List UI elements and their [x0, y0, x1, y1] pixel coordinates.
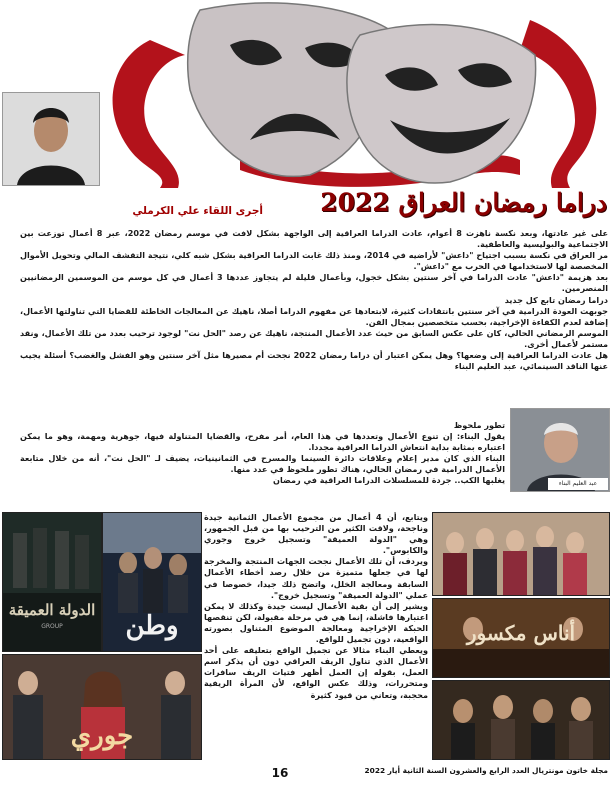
poster-jouri: [2, 654, 202, 760]
page-title: دراما رمضان العراق 2022: [320, 188, 607, 217]
poster-deep-state: [2, 512, 102, 652]
poster-title: جوري: [70, 721, 134, 751]
author-portrait: [2, 92, 100, 186]
subheading: دراما رمضان تابع كل جديد: [504, 294, 608, 305]
poster-broken-people: [432, 598, 610, 678]
poster-drama-scene: [432, 680, 610, 760]
poster-cast-group: [432, 512, 610, 596]
poster-title: وطن: [125, 611, 179, 641]
paragraph: يقول البناء: إن تنوع الأعمال وتعددها في هذا العام، أمر مفرح، والقضايا المتناولة فيها، جوهرية ومهمة، وهو ما يمكن اعتباره بمثابة بداية انتعاش الدراما العراقية مجددا.: [20, 431, 505, 453]
paragraph: هل عادت الدراما العراقية إلى وضعها؟ وهل يمكن اعتبار أن دراما رمضان 2022 نجحت أم مصيرها مثل آخر سنتين وهو الفشل والغضب؟ أسئلة يجيب عنها الناقد السينمائي، عبد العليم البناء: [20, 350, 609, 372]
poster-title: أناس مكسور: [466, 621, 576, 645]
subheading: تطور ملحوظ: [453, 420, 505, 430]
page-number: 16: [271, 766, 289, 780]
paragraph: يغلبها الكب.. جردة للمسلسلات الدراما العراقية في رمضان: [273, 475, 505, 486]
article-body: [20, 228, 608, 408]
paragraph: ويتابع، أن 4 أعمال من مجموع الأعمال الثمانية جيدة وناجحة، ولاقت الكثير من الترحيب بها من قبل الجمهور، وهي "الدولة العميقة" وتسجيل خروج وجوري والكابوس".: [204, 512, 428, 556]
magazine-footer: مجلة خاتون مونتريال العدد الرابع والعشرون السنة الثانية أيار 2022: [364, 766, 608, 775]
paragraph: البناء الذي كان مدير إعلام وعلاقات دائرة السينما والمسرح في الثمانينيات، يضيف لـ "الحل نت"، أنه من خلال متابعة الأعمال الدرامية في رمضان الحالي، هناك تطور ملحوظ في عدد منها.: [20, 453, 505, 475]
poster-watan: [102, 512, 202, 652]
paragraph: بعد هزيمة "داعش" عادت الدراما في آخر سنتين بشكل خجول، وبأعمال قليلة لم يتجاوز عددها 3 أعمال في كل موسم من الموسمين الرمضانيين المنصرمين.: [20, 272, 608, 294]
interviewee-caption: عبد العليم البناء: [548, 478, 608, 490]
poster-studio: GROUP: [41, 623, 63, 630]
article-column: [204, 512, 428, 756]
byline: أجرى اللقاء علي الكرملي: [132, 205, 263, 217]
paragraph: جوبهت العودة الدرامية في آخر سنتين بانتقادات كثيرة، لابتعادها عن مفهوم الدراما أصلا، ناهيك عن المعالجات الخاطئة للقضايا التي تناولتها الأعمال، إضافة لعدم الكفاءة الإخراجية، بحسب متخصصين بمجال الفن.: [20, 305, 608, 327]
paragraph: ويردف، أن تلك الأعمال نجحت الجهات المنتجة والمخرجة لها في جعلها متميزة من خلال رصد أخطاء الأعمال السابقة ومعالجة الخلل، واتضح ذلك جيدا، خصوصا في عملي "الدولة العميقة" وتسجيل خروج".: [204, 556, 428, 600]
paragraph: على غير عادتها، وبعد نكسة ناهزت 8 أعوام، عادت الدراما العراقية إلى الواجهة بشكل لافت في موسم رمضان 2022، عبر 8 أعمال توزعت بين الاجتماعية والبوليسية والعاطفية.: [20, 228, 609, 250]
article-section-2: [20, 420, 505, 510]
theatre-masks-artwork: [90, 0, 612, 188]
paragraph: الموسم الرمضاني الحالي، كان على عكس السابق من حيث عدد الأعمال المنتجة، ناهيك عن رصد "الحل نت" لوجود ترحيب بعدد من تلك الأعمال، ونقد مستمر لأعمال أخرى.: [20, 327, 608, 349]
paragraph: مر العراق في نكسة بسبب اجتياح "داعش" لأراضيه في 2014، ومنذ ذلك غابت الدراما العراقية بشكل شبه كلي، نتيجة التقشف المالي وتحويل الأموال المخصصة لها لاستخدامها في الحرب مع "داعش".: [20, 250, 608, 272]
paragraph: ويشير إلى أن بقية الأعمال ليست جيدة وكذلك لا يمكن اعتبارها فاشلة، إنما هي في مرحلة مقبولة، لكن تنقصها الحبكة الإخراجية ومعالجة الموضوع المتناول بصورته الواقعية، دون تجميل للواقع.: [204, 600, 428, 645]
poster-title: الدولة العميقة: [8, 601, 96, 619]
ribbon-left: [113, 40, 185, 188]
paragraph: ويعطي البناء مثالا عن تجميل الواقع بتعليقه على أحد الأعمال الذي تناول الريف العراقي دون أن يذكر اسم العمل، بقوله إن العمل أظهر فتيات الريف سافرات ومتحررات، وذلك عكس الواقع، لأن المرأة الريفية محجبة، وتعاني من قيود كثيرة: [204, 645, 428, 700]
